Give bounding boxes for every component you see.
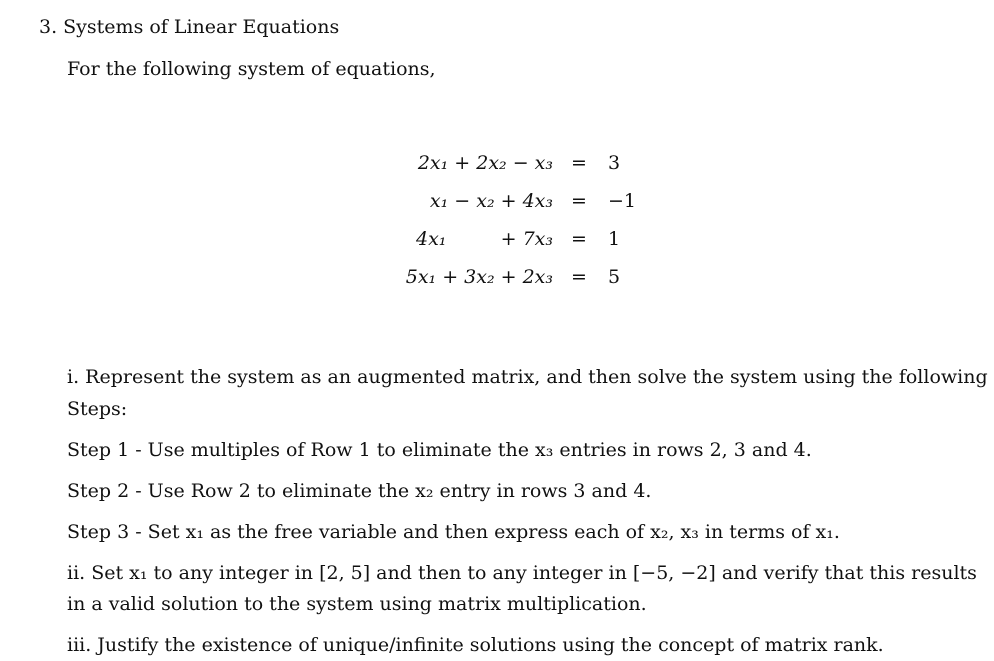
eq2-lhs: x₁ − x₂ + 4x₃ bbox=[429, 190, 553, 212]
eq3-lhs-first-term: 4x₁ bbox=[416, 228, 447, 250]
section-heading: 3. Systems of Linear Equations bbox=[39, 16, 340, 38]
eq2-rhs: −1 bbox=[608, 190, 637, 212]
step-3: Step 3 - Set x₁ as the free variable and then express each of x₂, x₃ in terms of x₁. bbox=[67, 521, 840, 543]
eq1-rhs: 3 bbox=[608, 152, 621, 174]
eq4-lhs: 5x₁ + 3x₂ + 2x₃ bbox=[405, 266, 553, 288]
eq3-rhs: 1 bbox=[608, 228, 621, 250]
question-ii-line2: in a valid solution to the system using matrix multiplication. bbox=[67, 593, 647, 615]
question-i-line2: Steps: bbox=[67, 398, 128, 420]
eq4-equals: = bbox=[571, 266, 587, 288]
eq3-equals: = bbox=[571, 228, 587, 250]
question-ii-line1: ii. Set x₁ to any integer in [2, 5] and then to any integer in [−5, −2] and verify that this results bbox=[67, 562, 977, 584]
eq4-rhs: 5 bbox=[608, 266, 621, 288]
eq3-lhs-second-term: + 7x₃ bbox=[500, 228, 553, 250]
step-2: Step 2 - Use Row 2 to eliminate the x₂ entry in rows 3 and 4. bbox=[67, 480, 652, 502]
question-iii: iii. Justify the existence of unique/infinite solutions using the concept of matrix rank. bbox=[67, 634, 884, 656]
question-i-line1: i. Represent the system as an augmented matrix, and then solve the system using the following bbox=[67, 366, 988, 388]
eq2-equals: = bbox=[571, 190, 587, 212]
intro-text: For the following system of equations, bbox=[67, 58, 436, 80]
eq1-lhs: 2x₁ + 2x₂ − x₃ bbox=[417, 152, 553, 174]
eq1-equals: = bbox=[571, 152, 587, 174]
step-1: Step 1 - Use multiples of Row 1 to eliminate the x₃ entries in rows 2, 3 and 4. bbox=[67, 439, 812, 461]
